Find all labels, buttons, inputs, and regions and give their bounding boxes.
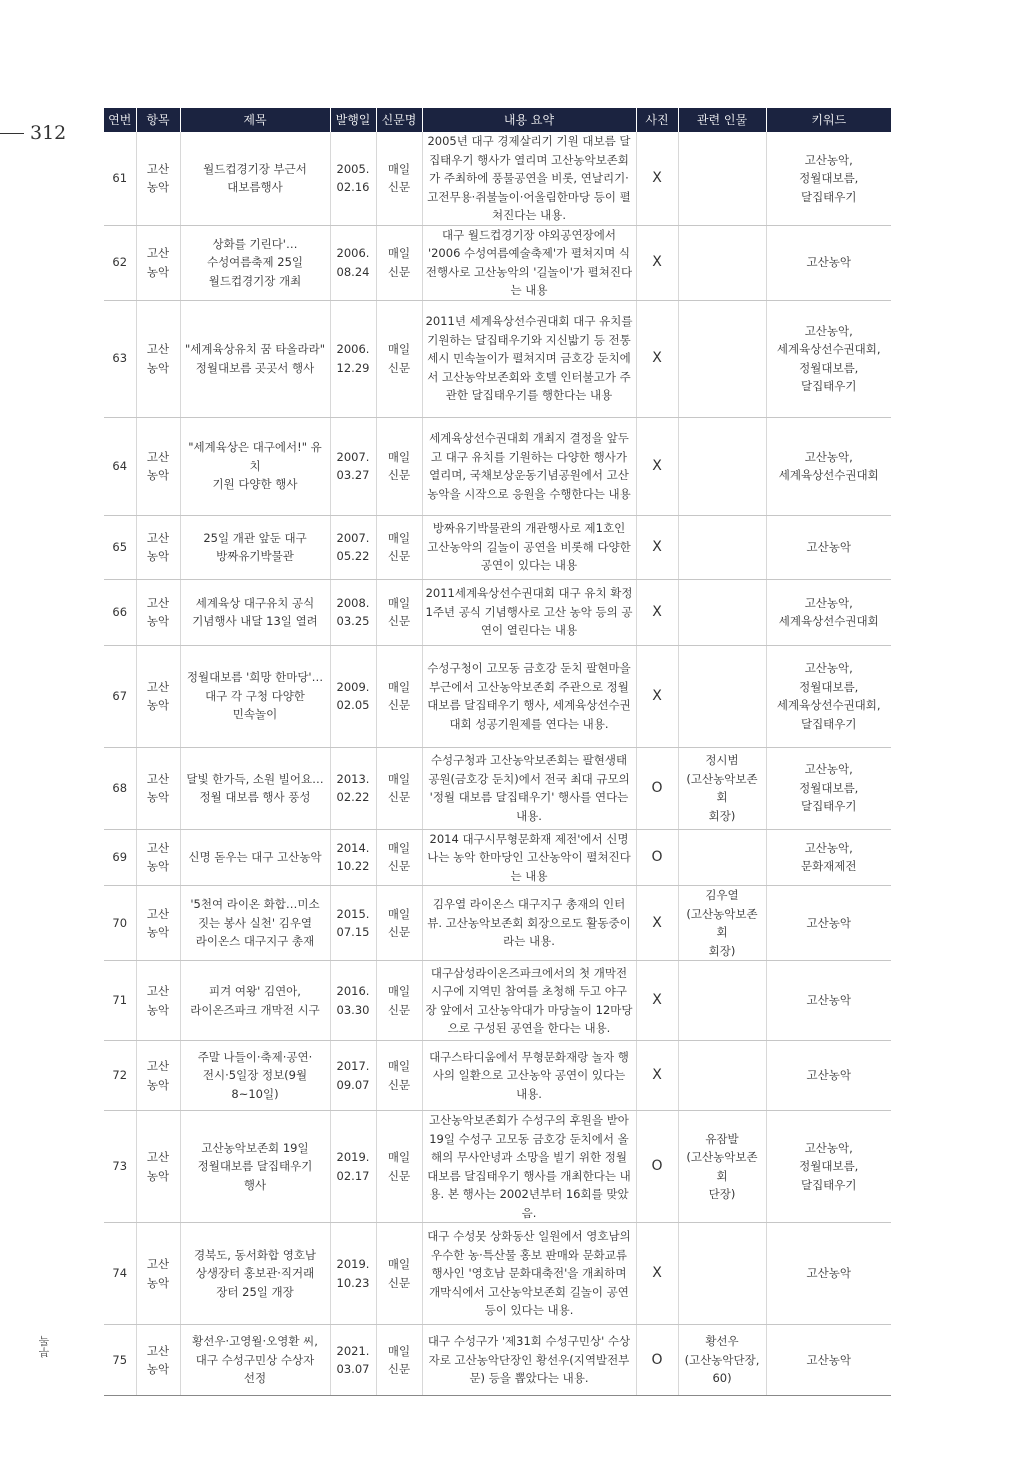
row-number-cell: 74	[104, 1223, 136, 1325]
newspaper-cell: 매일 신문	[376, 1041, 422, 1111]
date-cell: 2014. 10.22	[330, 829, 376, 886]
row-number-cell: 62	[104, 225, 136, 300]
title-cell: 월드컵경기장 부근서 대보름행사	[180, 132, 330, 225]
photo-cell: X	[636, 132, 678, 225]
summary-cell: 대구삼성라이온즈파크에서의 첫 개막전 시구에 지역민 참여를 초청해 두고 야구장 앞에서 고산농악대가 마당놀이 12마당으로 구성된 공연을 한다는 내용.	[422, 961, 636, 1041]
category-cell: 고산 농악	[136, 579, 180, 645]
title-cell: 황선우·고영월·오영환 씨, 대구 수성구민상 수상자 선정	[180, 1325, 330, 1396]
header-cell: 키워드	[766, 108, 891, 132]
summary-cell: 김우열 라이온스 대구지구 총재의 인터뷰. 고산농악보존회 회장으로도 활동중이라는 내용.	[422, 886, 636, 961]
summary-cell: 대구 수성구가 '제31회 수성구민상' 수상자로 고산농악단장인 황선우(지역발전부문) 등을 뽑았다는 내용.	[422, 1325, 636, 1396]
date-cell: 2013. 02.22	[330, 747, 376, 829]
table-row	[104, 961, 891, 1041]
photo-cell: X	[636, 579, 678, 645]
keywords-cell: 고산농악	[766, 1041, 891, 1111]
summary-cell: 2014 대구시무형문화재 제전'에서 신명나는 농악 한마당인 고산농악이 펼쳐진다는 내용	[422, 829, 636, 886]
photo-cell: X	[636, 1223, 678, 1325]
related-person-cell	[678, 1041, 766, 1111]
title-cell: 25일 개관 앞둔 대구 방짜유기박물관	[180, 515, 330, 579]
photo-cell: X	[636, 645, 678, 747]
photo-cell: X	[636, 886, 678, 961]
keywords-cell: 고산농악	[766, 961, 891, 1041]
newspaper-cell: 매일 신문	[376, 225, 422, 300]
row-number-cell: 63	[104, 300, 136, 417]
date-cell: 2008. 03.25	[330, 579, 376, 645]
header-cell: 내용 요약	[422, 108, 636, 132]
summary-cell: 대구 수성못 상화동산 일원에서 영호남의 우수한 농·특산물 홍보 판매와 문화교류 행사인 '영호남 문화대축전'을 개최하며 개막식에서 고산농악보존회 길놀이 공연 등이 있다는 내용.	[422, 1223, 636, 1325]
related-person-cell: 유잠발 (고산농악보존회 단장)	[678, 1111, 766, 1223]
table-row	[104, 417, 891, 515]
summary-cell: 2011년 세계육상선수권대회 대구 유치를 기원하는 달집태우기와 지신밟기 등 전통세시 민속놀이가 펼쳐지며 금호강 둔치에서 고산농악보존회와 호텔 인터불고가 주관한 달집태우기를 행한다는 내용	[422, 300, 636, 417]
related-person-cell: 정시범 (고산농악보존회 회장)	[678, 747, 766, 829]
newspaper-cell: 매일 신문	[376, 829, 422, 886]
keywords-cell: 고산농악, 세계육상선수권대회, 정월대보름, 달집태우기	[766, 300, 891, 417]
page-number: 312	[30, 122, 67, 144]
category-cell: 고산 농악	[136, 829, 180, 886]
title-cell: 주말 나들이·축제·공연· 전시·5일장 정보(9월 8~10일)	[180, 1041, 330, 1111]
title-cell: "세계육상은 대구에서!" 유치 기원 다양한 행사	[180, 417, 330, 515]
category-cell: 고산 농악	[136, 747, 180, 829]
row-number-cell: 75	[104, 1325, 136, 1396]
keywords-cell: 고산농악	[766, 225, 891, 300]
category-cell: 고산 농악	[136, 1041, 180, 1111]
newspaper-cell: 매일 신문	[376, 1325, 422, 1396]
keywords-cell: 고산농악, 세계육상선수권대회	[766, 417, 891, 515]
photo-cell: O	[636, 1111, 678, 1223]
keywords-cell: 고산농악, 정월대보름, 달집태우기	[766, 132, 891, 225]
keywords-cell: 고산농악	[766, 1325, 891, 1396]
date-cell: 2016. 03.30	[330, 961, 376, 1041]
keywords-cell: 고산농악	[766, 886, 891, 961]
page-number-rule	[0, 133, 24, 134]
keywords-cell: 고산농악, 세계육상선수권대회	[766, 579, 891, 645]
table-row	[104, 132, 891, 225]
related-person-cell	[678, 300, 766, 417]
photo-cell: X	[636, 515, 678, 579]
newspaper-cell: 매일 신문	[376, 132, 422, 225]
keywords-cell: 고산농악	[766, 1223, 891, 1325]
photo-cell: O	[636, 747, 678, 829]
newspaper-cell: 매일 신문	[376, 747, 422, 829]
date-cell: 2007. 03.27	[330, 417, 376, 515]
related-person-cell	[678, 961, 766, 1041]
row-number-cell: 69	[104, 829, 136, 886]
row-number-cell: 70	[104, 886, 136, 961]
category-cell: 고산 농악	[136, 1111, 180, 1223]
table-row	[104, 515, 891, 579]
summary-cell: 대구 월드컵경기장 야외공연장에서 '2006 수성여름예술축제'가 펼쳐지며 식전행사로 고산농악의 '길놀이'가 펼쳐진다는 내용	[422, 225, 636, 300]
related-person-cell	[678, 645, 766, 747]
category-cell: 고산 농악	[136, 300, 180, 417]
row-number-cell: 66	[104, 579, 136, 645]
date-cell: 2009. 02.05	[330, 645, 376, 747]
date-cell: 2006. 08.24	[330, 225, 376, 300]
table-row	[104, 225, 891, 300]
header-cell: 관련 인물	[678, 108, 766, 132]
related-person-cell	[678, 225, 766, 300]
summary-cell: 수성구청이 고모동 금호강 둔치 팔현마을 부근에서 고산농악보존회 주관으로 정월대보름 달집태우기 행사, 세계육상선수권대회 성공기원제를 연다는 내용.	[422, 645, 636, 747]
newspaper-cell: 매일 신문	[376, 515, 422, 579]
table-row	[104, 747, 891, 829]
row-number-cell: 67	[104, 645, 136, 747]
table-row	[104, 829, 891, 886]
summary-cell: 2005년 대구 경제살리기 기원 대보름 달집태우기 행사가 열리며 고산농악보존회가 주최하에 풍물공연을 비롯, 연날리기·고전무용·쥐불놀이·어울림한마당 등이 펼쳐진다는 내용.	[422, 132, 636, 225]
photo-cell: X	[636, 300, 678, 417]
title-cell: 신명 돋우는 대구 고산농악	[180, 829, 330, 886]
table-row	[104, 645, 891, 747]
newspaper-cell: 매일 신문	[376, 1223, 422, 1325]
newspaper-cell: 매일 신문	[376, 886, 422, 961]
related-person-cell	[678, 515, 766, 579]
date-cell: 2015. 07.15	[330, 886, 376, 961]
photo-cell: X	[636, 417, 678, 515]
category-cell: 고산 농악	[136, 1223, 180, 1325]
title-cell: 상화를 기린다'… 수성여름축제 25일 월드컵경기장 개최	[180, 225, 330, 300]
table-row	[104, 1223, 891, 1325]
row-number-cell: 64	[104, 417, 136, 515]
related-person-cell: 김우열 (고산농악보존회 회장)	[678, 886, 766, 961]
category-cell: 고산 농악	[136, 515, 180, 579]
photo-cell: O	[636, 829, 678, 886]
newspaper-cell: 매일 신문	[376, 961, 422, 1041]
header-cell: 제목	[180, 108, 330, 132]
table-row	[104, 579, 891, 645]
title-cell: "세계육상유치 꿈 타올라라" 정월대보름 곳곳서 행사	[180, 300, 330, 417]
newspaper-cell: 매일 신문	[376, 1111, 422, 1223]
summary-cell: 세계육상선수권대회 개최지 결정을 앞두고 대구 유치를 기원하는 다양한 행사가 열리며, 국채보상운동기념공원에서 고산농악을 시작으로 응원을 수행한다는 내용	[422, 417, 636, 515]
related-person-cell	[678, 1223, 766, 1325]
table-header-row	[104, 108, 891, 132]
newspaper-records-table	[104, 108, 891, 1396]
table-row	[104, 300, 891, 417]
newspaper-cell: 매일 신문	[376, 300, 422, 417]
category-cell: 고산 농악	[136, 886, 180, 961]
title-cell: 정월대보름 '희망 한마당'… 대구 각 구청 다양한 민속놀이	[180, 645, 330, 747]
row-number-cell: 73	[104, 1111, 136, 1223]
related-person-cell	[678, 579, 766, 645]
keywords-cell: 고산농악, 문화재제전	[766, 829, 891, 886]
title-cell: 세계육상 대구유치 공식 기념행사 내달 13일 열려	[180, 579, 330, 645]
summary-cell: 방짜유기박물관의 개관행사로 제1호인 고산농악의 길놀이 공연을 비롯해 다양한 공연이 있다는 내용	[422, 515, 636, 579]
newspaper-cell: 매일 신문	[376, 579, 422, 645]
header-cell: 신문명	[376, 108, 422, 132]
table-row	[104, 1111, 891, 1223]
photo-cell: X	[636, 225, 678, 300]
date-cell: 2006. 12.29	[330, 300, 376, 417]
category-cell: 고산 농악	[136, 132, 180, 225]
related-person-cell	[678, 829, 766, 886]
keywords-cell: 고산농악, 정월대보름, 세계육상선수권대회, 달집태우기	[766, 645, 891, 747]
newspaper-cell: 매일 신문	[376, 417, 422, 515]
category-cell: 고산 농악	[136, 645, 180, 747]
category-cell: 고산 농악	[136, 225, 180, 300]
photo-cell: X	[636, 961, 678, 1041]
title-cell: 경북도, 동서화합 영호남 상생장터 홍보관·직거래 장터 25일 개장	[180, 1223, 330, 1325]
date-cell: 2021. 03.07	[330, 1325, 376, 1396]
category-cell: 고산 농악	[136, 961, 180, 1041]
newspaper-cell: 매일 신문	[376, 645, 422, 747]
side-section-label: 부록	[38, 1336, 51, 1358]
summary-cell: 수성구청과 고산농악보존회는 팔현생태공원(금호강 둔치)에서 전국 최대 규모의 '정월 대보름 달집태우기' 행사를 연다는 내용.	[422, 747, 636, 829]
date-cell: 2019. 02.17	[330, 1111, 376, 1223]
related-person-cell	[678, 417, 766, 515]
row-number-cell: 71	[104, 961, 136, 1041]
keywords-cell: 고산농악	[766, 515, 891, 579]
table-row	[104, 1041, 891, 1111]
related-person-cell	[678, 132, 766, 225]
header-cell: 항목	[136, 108, 180, 132]
title-cell: 피겨 여왕' 김연아, 라이온즈파크 개막전 시구	[180, 961, 330, 1041]
category-cell: 고산 농악	[136, 1325, 180, 1396]
header-cell: 발행일	[330, 108, 376, 132]
summary-cell: 2011세계육상선수권대회 대구 유치 확정 1주년 공식 기념행사로 고산 농악 등의 공연이 열린다는 내용	[422, 579, 636, 645]
photo-cell: X	[636, 1041, 678, 1111]
photo-cell: O	[636, 1325, 678, 1396]
header-cell: 연번	[104, 108, 136, 132]
date-cell: 2005. 02.16	[330, 132, 376, 225]
summary-cell: 대구스타디움에서 무형문화재랑 놀자 행사의 일환으로 고산농악 공연이 있다는 내용.	[422, 1041, 636, 1111]
header-cell: 사진	[636, 108, 678, 132]
row-number-cell: 65	[104, 515, 136, 579]
date-cell: 2007. 05.22	[330, 515, 376, 579]
row-number-cell: 61	[104, 132, 136, 225]
date-cell: 2017. 09.07	[330, 1041, 376, 1111]
date-cell: 2019. 10.23	[330, 1223, 376, 1325]
category-cell: 고산 농악	[136, 417, 180, 515]
table-row	[104, 886, 891, 961]
title-cell: 달빛 한가득, 소원 빌어요… 정월 대보름 행사 풍성	[180, 747, 330, 829]
title-cell: 고산농악보존회 19일 정월대보름 달집태우기 행사	[180, 1111, 330, 1223]
summary-cell: 고산농악보존회가 수성구의 후원을 받아 19일 수성구 고모동 금호강 둔치에서 올해의 무사안녕과 소망을 빌기 위한 정월대보름 달집태우기 행사를 개최한다는 내용. 본 행사는 2002년부터 16회를 맞았음.	[422, 1111, 636, 1223]
related-person-cell: 황선우 (고산농악단장, 60)	[678, 1325, 766, 1396]
row-number-cell: 72	[104, 1041, 136, 1111]
row-number-cell: 68	[104, 747, 136, 829]
title-cell: '5천여 라이온 화합…미소 짓는 봉사 실천' 김우열 라이온스 대구지구 총재	[180, 886, 330, 961]
keywords-cell: 고산농악, 정월대보름, 달집태우기	[766, 747, 891, 829]
keywords-cell: 고산농악, 정월대보름, 달집태우기	[766, 1111, 891, 1223]
table-row	[104, 1325, 891, 1396]
